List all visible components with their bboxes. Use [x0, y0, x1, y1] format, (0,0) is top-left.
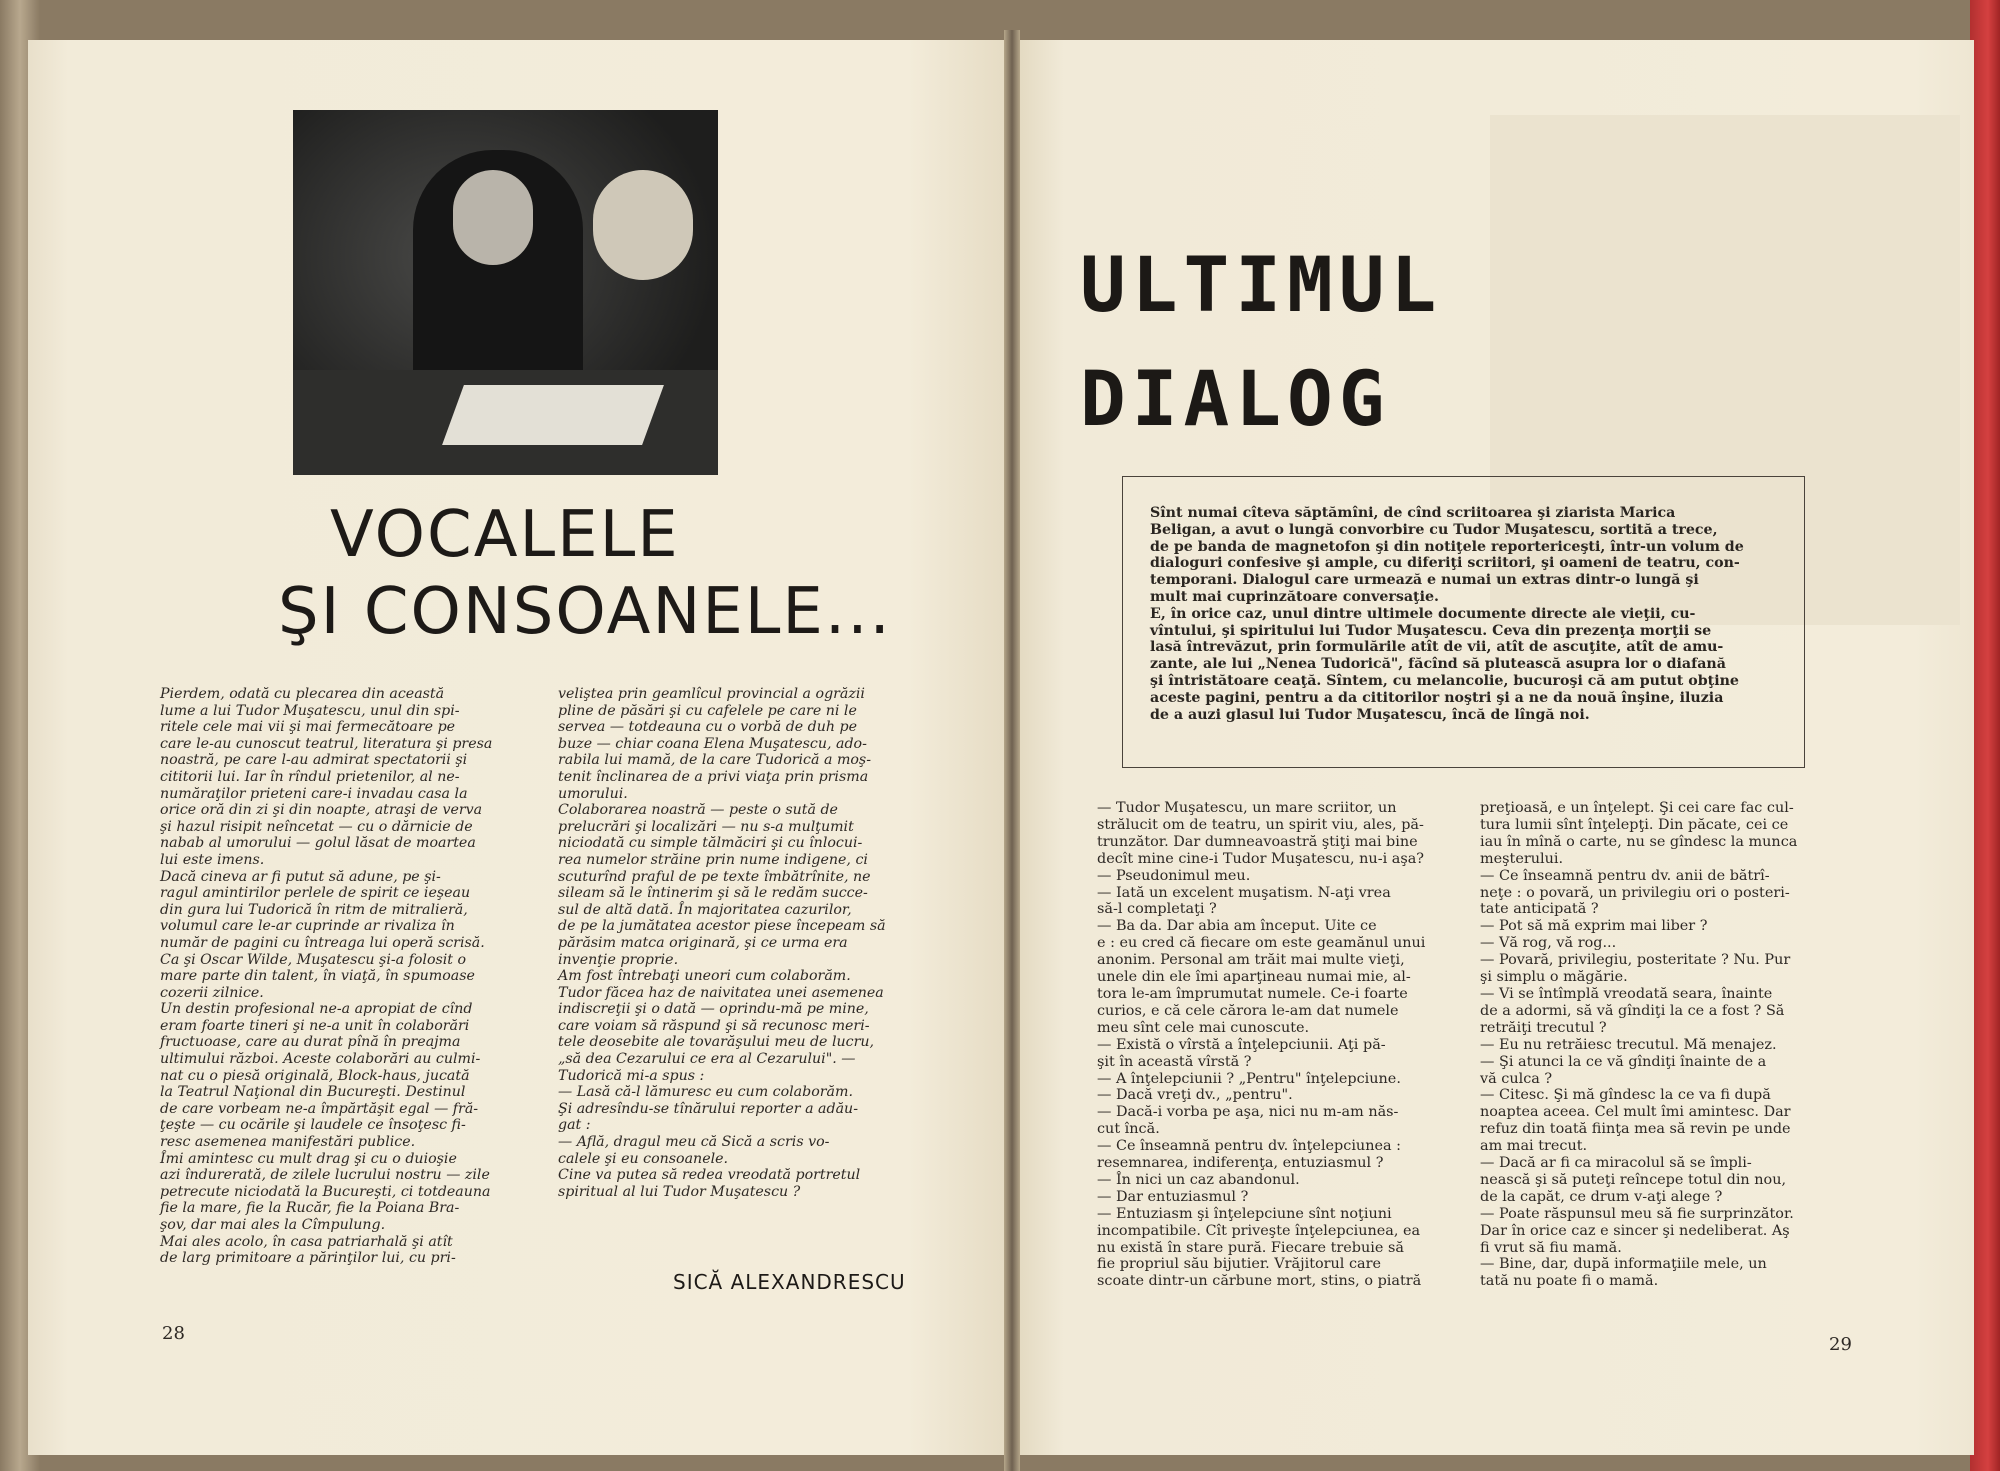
- portrait-photo: [293, 110, 718, 475]
- right-column-2: preţioasă, e un înţelept. Şi cei care fac cul- tura lumii sînt înţelepţi. Din păcate, cei ce iau în mînă o carte, nu se gîndesc la munca meşterului. — Ce înseamnă pentru dv. anii de bătrî- neţe : o povară, un privilegiu ori o posteri- tate anticipată ? — Pot să mă exprim mai liber ? — Vă rog, vă rog... — Povară, privilegiu, posteritate ? Nu. Pur şi simplu o măgărie. — Vi se întîmplă vreodată seara, înainte de a adormi, să vă gîndiţi la ce a fost ? Să retrăiţi trecutul ? — Eu nu retrăiesc trecutul. Mă menajez. — Şi atunci la ce vă gîndiţi înainte de a vă culca ? — Citesc. Şi mă gîndesc la ce va fi după noaptea aceea. Cel mult îmi amintesc. Dar refuz din toată fiinţa mea să revin pe unde am mai trecut. — Dacă ar fi ca miracolul să se împli- nească şi să puteţi reîncepe totul din nou, de la capăt, ce drum v-aţi alege ? — Poate răspunsul meu să fie surprinzător. Dar în orice caz e sincer şi nedeliberat. Aş fi vrut să fiu mamă. — Bine, dar, după informaţiile mele, un tată nu poate fi o mamă.: [1480, 800, 1798, 1290]
- title-line-2: DIALOG: [1080, 354, 1391, 443]
- headline-line-1: VOCALELE: [330, 498, 680, 572]
- red-cover-edge: [1970, 0, 2000, 1471]
- author-signature: SICĂ ALEXANDRESCU: [673, 1270, 906, 1294]
- book-gutter: [1004, 30, 1020, 1471]
- left-column-2: veliştea prin geamlîcul provincial a ogrăzii pline de păsări şi cu cafelele pe care ni le servea — totdeauna cu o vorbă de duh pe buze — chiar coana Elena Muşatescu, ado- rabila lui mamă, de la care Tudorică a moş- tenit înclinarea de a privi viaţa prin prisma umorului. Colaborarea noastră — peste o sută de prelucrări şi localizări — nu s-a mulţumit niciodată cu simple tălmăciri şi cu înlocui- rea numelor străine prin nume indigene, ci scuturînd praful de pe texte îmbătrînite, ne sileam să le întinerim şi să le redăm succe- sul de altă dată. În majoritatea cazurilor, de pe la jumătatea acestor piese începeam să părăsim matca originară, şi ce urma era invenţie proprie. Am fost întrebaţi uneori cum colaborăm. Tudor făcea haz de naivitatea unei asemenea indiscreţii şi o dată — oprindu-mă pe mine, care voiam să răspund şi să recunosc meri- tele deosebite ale tovarăşului meu de lucru, „să dea Cezarului ce era al Cezarului". — Tudorică mi-a spus : — Lasă că-l lămuresc eu cum colaborăm. Şi adresîndu-se tînărului reporter a adău- gat : — Află, dragul meu că Sică a scris vo- calele şi eu consoanele. Cine va putea să redea vreodată portretul spiritual al lui Tudor Muşatescu ?: [558, 686, 886, 1200]
- page-number-left: 28: [162, 1323, 185, 1344]
- intro-text: Sînt numai cîteva săptămîni, de cînd scriitoarea şi ziarista Marica Beligan, a avut o lungă convorbire cu Tudor Muşatescu, sortită a trece, de pe banda de magnetofon şi din notiţele reportericeşti, într-un volum de dialoguri confesive şi ample, cu diferiţi scriitori, şi oameni de teatru, con- temporani. Dialogul care urmează e numai un extras dintr-o lungă şi mult mai cuprinzătoare conversaţie. E, în orice caz, unul dintre ultimele documente directe ale vieţii, cu- vîntului, şi spiritului lui Tudor Muşatescu. Ceva din prezenţa morţii se lasă întrevăzut, prin formulările atît de vii, atît de ascuţite, atît de amu- zante, ale lui „Nenea Tudorică", făcînd să plutească asupra lor o diafană şi întristătoare ceaţă. Sîntem, cu melancolie, bucuroşi că am putut obţine aceste pagini, pentru a da cititorilor noştri şi a ne da nouă înşine, iluzia de a auzi glasul lui Tudor Muşatescu, încă de lîngă noi.: [1150, 505, 1744, 723]
- left-column-1: Pierdem, odată cu plecarea din această lume a lui Tudor Muşatescu, unul din spi- ritele cele mai vii şi mai fermecătoare pe care le-au cunoscut teatrul, literatura şi presa noastră, pe care l-au admirat spectatorii şi cititorii lui. Iar în rîndul prietenilor, al ne- număraţilor prieteni care-i invadau casa la orice oră din zi şi din noapte, atraşi de verva şi hazul risipit neîncetat — cu o dărnicie de nabab al umorului — golul lăsat de moartea lui este imens. Dacă cineva ar fi putut să adune, pe şi- ragul amintirilor perlele de spirit ce ieşeau din gura lui Tudorică în ritm de mitralieră, volumul care le-ar cuprinde ar rivaliza în număr de pagini cu întreaga lui operă scrisă. Ca şi Oscar Wilde, Muşatescu şi-a folosit o mare parte din talent, în viaţă, în spumoase cozerii zilnice. Un destin profesional ne-a apropiat de cînd eram foarte tineri şi ne-a unit în colaborări fructuoase, care au durat pînă în preajma ultimului război. Aceste colaborări au culmi- nat cu o piesă originală, Block-haus, jucată la Teatrul Naţional din Bucureşti. Destinul de care vorbeam ne-a împărtăşit egal — fră- ţeşte — cu ocările şi laudele ce însoţesc fi- resc asemenea manifestări publice. Îmi amintesc cu mult drag şi cu o duioşie azi îndurerată, de zilele lucrului nostru — zile petrecute niciodată la Bucureşti, ci totdeauna fie la mare, fie la Rucăr, fie la Poiana Bra- şov, dar mai ales la Cîmpulung. Mai ales acolo, în casa patriarhală şi atît de larg primitoare a părinţilor lui, cu pri-: [160, 686, 493, 1267]
- right-column-1: — Tudor Muşatescu, un mare scriitor, un strălucit om de teatru, un spirit viu, ales, pă- trunzător. Dar dumneavoastră ştiţi mai bine decît mine cine-i Tudor Muşatescu, nu-i aşa? — Pseudonimul meu. — Iată un excelent muşatism. N-aţi vrea să-l completaţi ? — Ba da. Dar abia am început. Uite ce e : eu cred că fiecare om este geamănul unui anonim. Personal am trăit mai multe vieţi, unele din ele îmi aparţineau numai mie, al- tora le-am împrumutat numele. Ce-i foarte curios, e că cele cărora le-am dat numele meu sînt cele mai cunoscute. — Există o vîrstă a înţelepciunii. Aţi pă- şit în această vîrstă ? — A înţelepciunii ? „Pentru" înţelepciune. — Dacă vreţi dv., „pentru". — Dacă-i vorba pe aşa, nici nu m-am năs- cut încă. — Ce înseamnă pentru dv. înţelepciunea : resemnarea, indiferenţa, entuziasmul ? — În nici un caz abandonul. — Dar entuziasmul ? — Entuziasm şi înţelepciune sînt noţiuni incompatibile. Cît priveşte înţelepciunea, ea nu există în stare pură. Fiecare trebuie să fie propriul său bijutier. Vrăjitorul care scoate dintr-un cărbune mort, stins, o piatră: [1097, 800, 1426, 1290]
- page-number-right: 29: [1829, 1334, 1852, 1355]
- headline-line-2: ŞI CONSOANELE...: [278, 575, 892, 649]
- title-line-1: ULTIMUL: [1080, 240, 1443, 329]
